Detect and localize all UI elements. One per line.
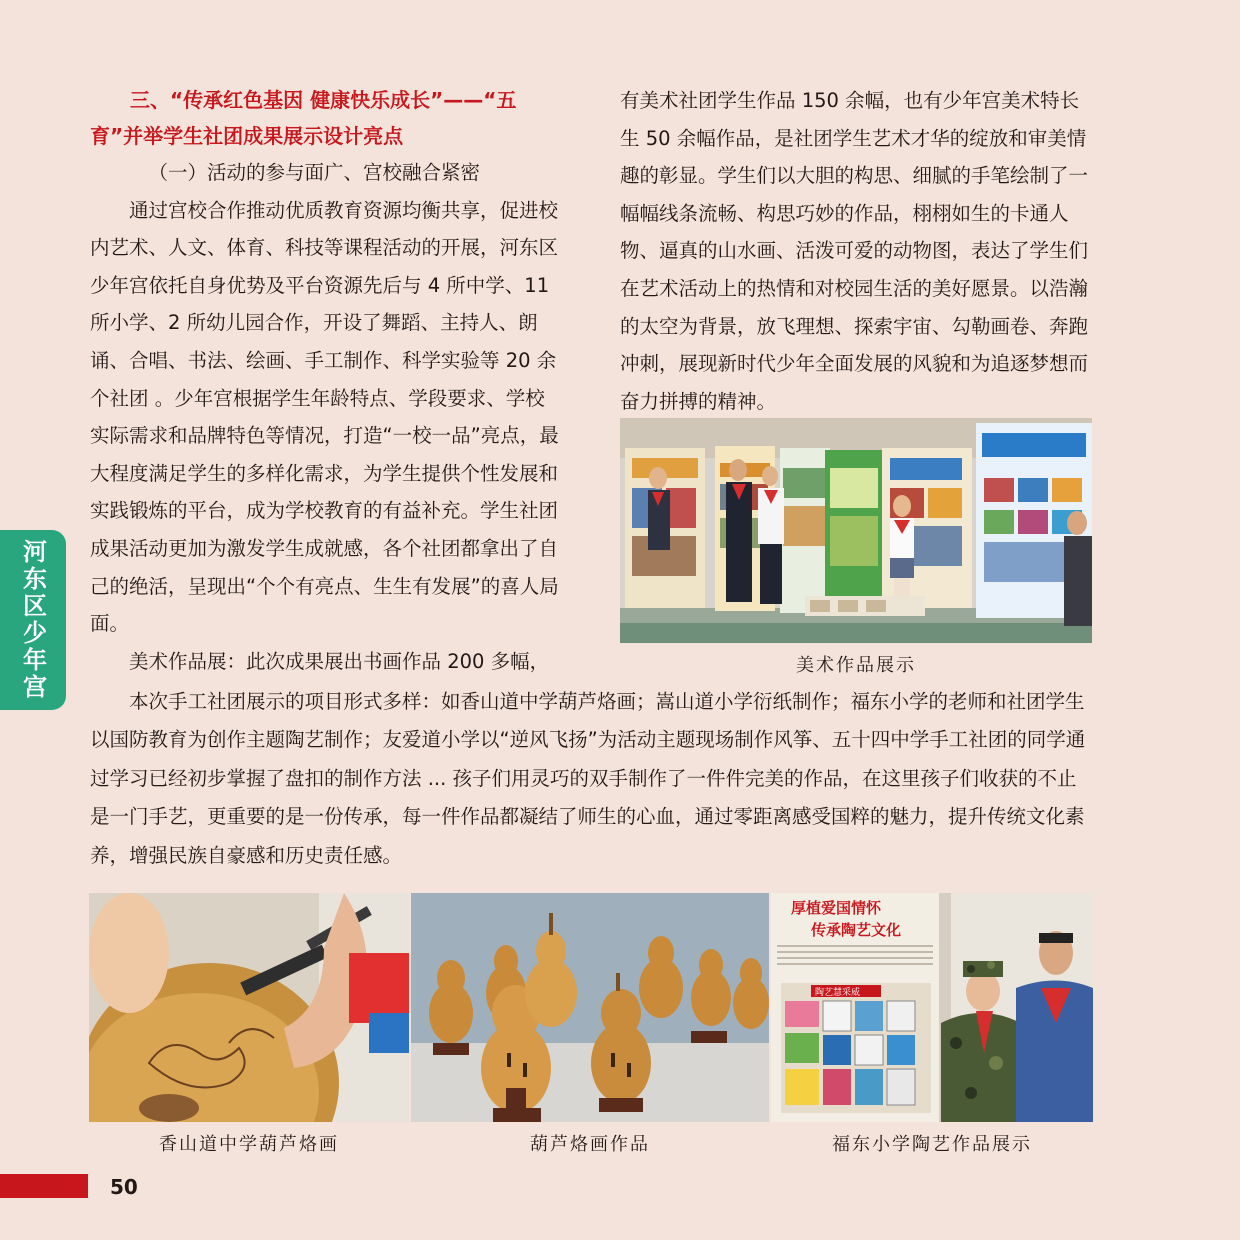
board-title-line1: 厚植爱国情怀 [791,899,882,917]
paragraph: 通过宫校合作推动优质教育资源均衡共享，促进校内艺术、人文、体育、科技等课程活动的开展，河东区少年宫依托自身优势及平台资源先后与 4 所中学、11 所小学、2 所幼儿园合作，开设了舞蹈、主持人、朗诵、合唱、书法、绘画、手工制作、科学实验等 20 余个社团 。少年宫根据学生年龄特点、学段要求、学校实际需求和品牌特色等情况，打造“一校一品”亮点，最大程度满足学生的多样化需求，为学生提供个性发展和实践锻炼的平台，成为学校教育的有益补充。学生社团成果活动更加为激发学生成就感，各个社团都拿出了自己的绝活，呈现出“个个有亮点、生生有发展”的喜人局面。 [90,198,559,636]
ceramics-display-photo [771,893,1093,1122]
photo-caption: 香山道中学葫芦烙画 [159,1134,339,1155]
board-panel-label: 陶艺慧采威 [815,988,861,998]
paragraph: 有美术社团学生作品 150 余幅，也有少年宫美术特长生 50 余幅作品，是社团学生艺术才华的绽放和审美情趣的彰显。学生们以大胆的构思、细腻的手笔绘制了一幅幅线条流畅、构思巧妙的作品，栩栩如生的卡通人物、逼真的山水画、活泼可爱的动物图，表达了学生们在艺术活动上的热情和对校园生活的美好愿景。以浩瀚的太空为背景，放飞理想、探索宇宙、勾勒画卷、奔跑冲刺，展现新时代少年全面发展的风貌和为追逐梦想而奋力拼搏的精神。 [620,89,1089,413]
board-title-line2: 传承陶艺文化 [811,921,902,939]
paragraph: 本次手工社团展示的项目形式多样：如香山道中学葫芦烙画；嵩山道小学衍纸制作；福东小学的老师和社团学生以国防教育为创作主题陶艺制作；友爱道小学以“逆风飞扬”为活动主题现场制作风筝、五十四中学手工社团的同学通过学习已经初步掌握了盘扣的制作方法 ... 孩子们用灵巧的双手制作了一件件完美的作品，在这里孩子们收获的不止是一门手艺，更重要的是一份传承，每一件作品都凝结了师生的心血，通过零距离感受国粹的魅力，提升传统文化素养，增强民族自豪感和历史责任感。 [90,690,1086,867]
photo-caption: 葫芦烙画作品 [530,1134,650,1155]
pyrography-gourds-photo [411,893,769,1122]
section-heading: 三、“传承红色基因 健康快乐成长”——“五育”并举学生社团成果展示设计亮点 [90,88,517,148]
right-column [620,82,1092,420]
gourd-pyrography-photo [89,893,409,1122]
photo-caption: 福东小学陶艺作品展示 [832,1134,1032,1155]
art-exhibition-photo [620,418,1092,643]
footer-red-bar [0,1174,88,1198]
photo-caption: 美术作品展示 [796,655,916,676]
left-column [90,82,562,680]
paragraph: 美术作品展：此次成果展出书画作品 200 多幅， [129,649,550,673]
section-tab: 河东区少年宫 [0,530,66,710]
subheading: （一）活动的参与面广、宫校融合紧密 [148,161,481,184]
page-number: 50 [110,1175,138,1199]
